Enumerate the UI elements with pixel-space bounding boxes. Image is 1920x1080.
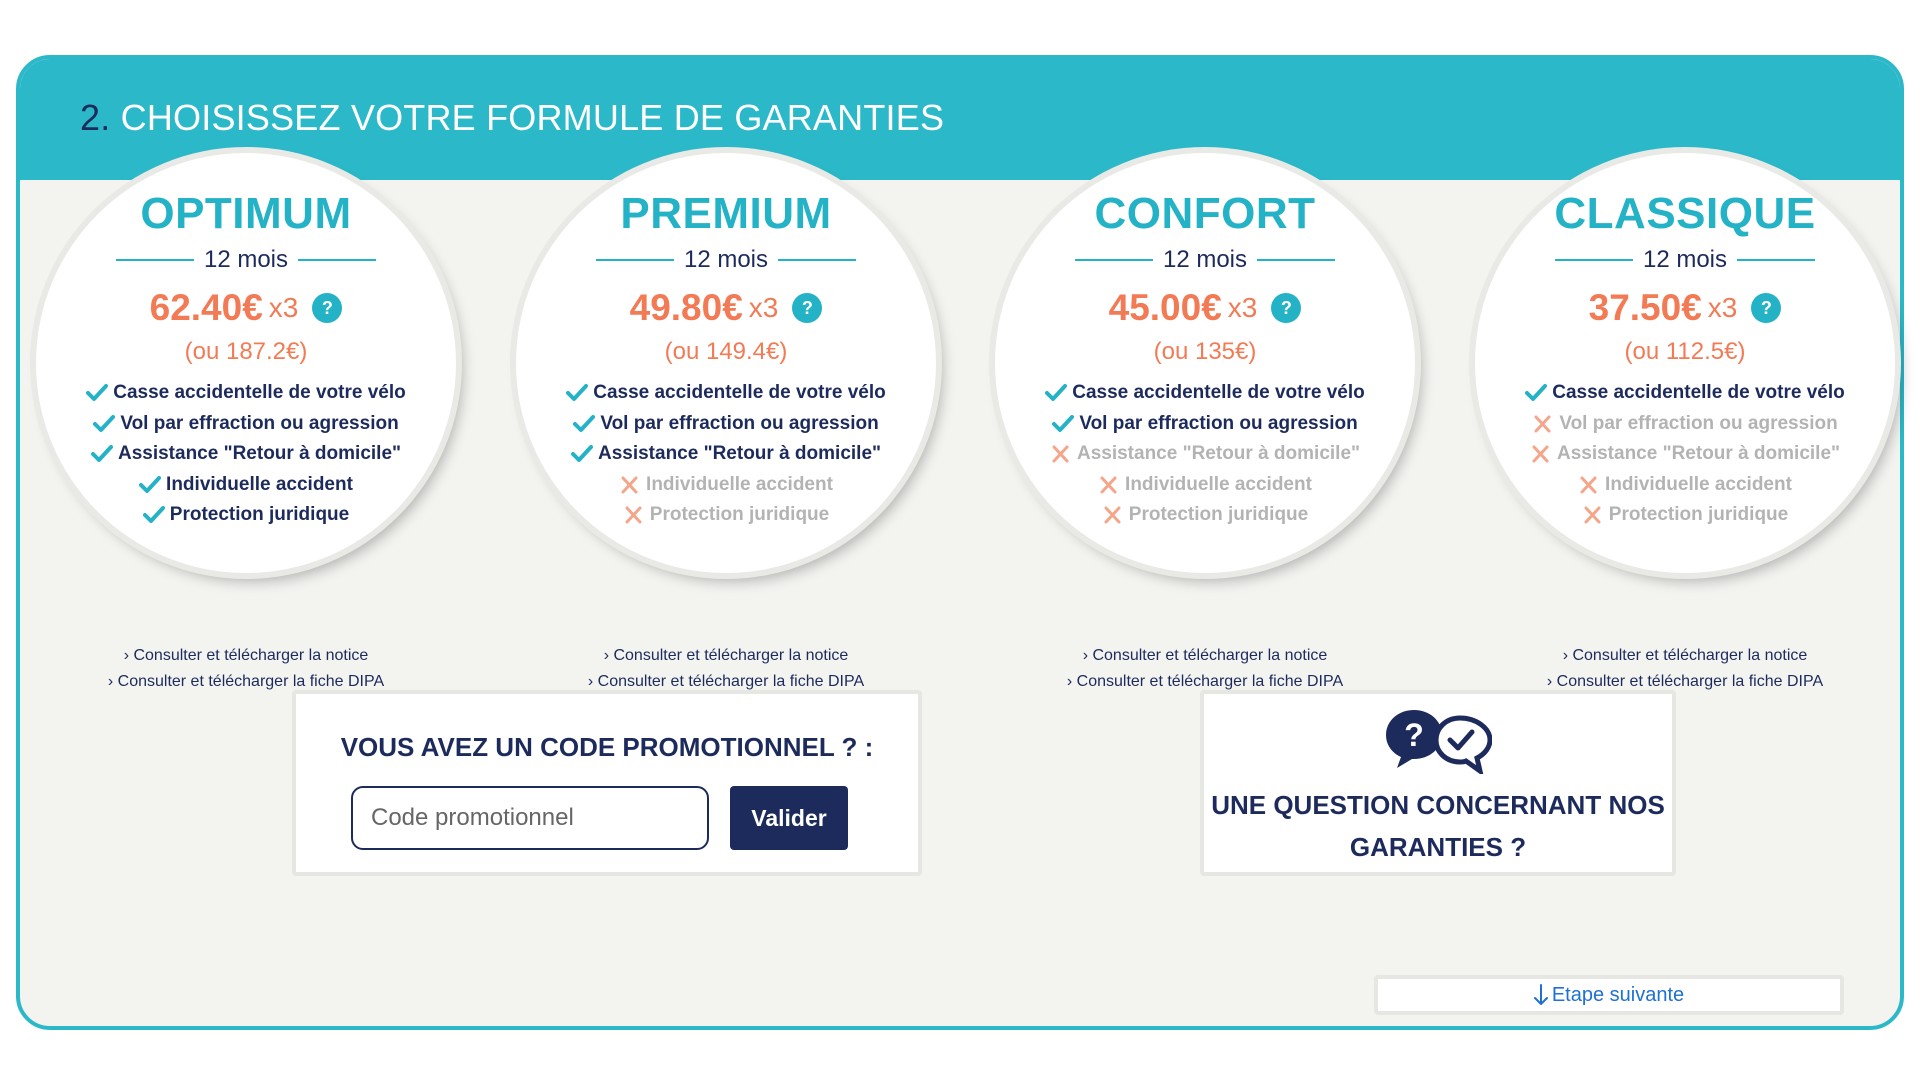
plan-feature bbox=[995, 500, 1415, 531]
feature-label: Protection juridique bbox=[649, 504, 830, 526]
feature-label: Individuelle accident bbox=[646, 473, 833, 495]
plan-duration bbox=[36, 245, 456, 275]
check-icon bbox=[571, 444, 593, 464]
plan-circle[interactable] bbox=[995, 153, 1415, 573]
plan-features bbox=[995, 378, 1415, 531]
dipa-link[interactable]: › Consulter et télécharger la fiche DIPA bbox=[1066, 673, 1344, 690]
divider bbox=[1737, 259, 1815, 261]
dipa-link[interactable]: › Consulter et télécharger la fiche DIPA bbox=[1546, 673, 1824, 690]
feature-label: Casse accidentelle de votre vélo bbox=[1072, 382, 1365, 404]
cross-icon bbox=[1530, 444, 1552, 464]
plan-feature bbox=[1475, 439, 1895, 470]
faq-text bbox=[1204, 784, 1672, 868]
plan-total: (ou 135€) bbox=[1153, 338, 1257, 365]
cross-icon bbox=[1102, 505, 1124, 525]
plan-feature bbox=[36, 470, 456, 501]
plan-features bbox=[516, 378, 936, 531]
plan-total: (ou 149.4€) bbox=[664, 338, 788, 365]
help-icon[interactable]: ? bbox=[1271, 293, 1301, 323]
plan-links bbox=[36, 643, 456, 695]
check-icon bbox=[1045, 383, 1067, 403]
feature-label: Protection juridique bbox=[1128, 504, 1309, 526]
notice-link[interactable]: › Consulter et télécharger la notice bbox=[603, 647, 849, 664]
feature-label: Assistance "Retour à domicile" bbox=[1556, 443, 1841, 465]
section-title-text: CHOISISSEZ VOTRE FORMULE DE GARANTIES bbox=[120, 97, 945, 138]
check-icon bbox=[1052, 414, 1074, 434]
next-step-button[interactable] bbox=[1374, 975, 1844, 1015]
feature-label: Individuelle accident bbox=[1605, 473, 1792, 495]
notice-link[interactable]: › Consulter et télécharger la notice bbox=[1082, 647, 1328, 664]
faq-line-2: GARANTIES ? bbox=[1349, 832, 1527, 862]
plan-duration bbox=[516, 245, 936, 275]
plan-name: PREMIUM bbox=[620, 189, 832, 238]
plan-duration bbox=[995, 245, 1415, 275]
feature-label: Assistance "Retour à domicile" bbox=[117, 443, 402, 465]
divider bbox=[596, 259, 674, 261]
plan-links bbox=[1475, 643, 1895, 695]
plan-name: CLASSIQUE bbox=[1554, 189, 1816, 238]
plan-features bbox=[1475, 378, 1895, 531]
plan-price: 62.40€ bbox=[149, 287, 263, 328]
plan-feature bbox=[516, 439, 936, 470]
cross-icon bbox=[1532, 414, 1554, 434]
plan-feature bbox=[1475, 470, 1895, 501]
notice-link[interactable]: › Consulter et télécharger la notice bbox=[1562, 647, 1808, 664]
feature-label: Vol par effraction ou agression bbox=[120, 412, 399, 434]
price-multiplier: x3 bbox=[1707, 292, 1738, 323]
plan-total: (ou 187.2€) bbox=[184, 338, 308, 365]
validate-promo-button[interactable]: Valider bbox=[730, 786, 848, 850]
plan-feature bbox=[1475, 378, 1895, 409]
promo-code-title: VOUS AVEZ UN CODE PROMOTIONNEL ? : bbox=[340, 732, 874, 762]
faq-line-1: UNE QUESTION CONCERNANT NOS bbox=[1211, 790, 1665, 820]
plan-feature bbox=[1475, 409, 1895, 440]
plan-feature bbox=[516, 409, 936, 440]
notice-link[interactable]: › Consulter et télécharger la notice bbox=[123, 647, 369, 664]
feature-label: Vol par effraction ou agression bbox=[600, 412, 879, 434]
price-multiplier: x3 bbox=[748, 292, 779, 323]
divider bbox=[1075, 259, 1153, 261]
help-icon[interactable]: ? bbox=[312, 293, 342, 323]
cross-icon bbox=[1578, 475, 1600, 495]
feature-label: Assistance "Retour à domicile" bbox=[597, 443, 882, 465]
plan-feature bbox=[36, 500, 456, 531]
plan-links bbox=[995, 643, 1415, 695]
feature-label: Vol par effraction ou agression bbox=[1079, 412, 1358, 434]
arrow-down-icon bbox=[1534, 984, 1548, 1006]
plan-name: OPTIMUM bbox=[140, 189, 352, 238]
check-icon bbox=[1525, 383, 1547, 403]
feature-label: Protection juridique bbox=[1608, 504, 1789, 526]
duration-label: 12 mois bbox=[203, 246, 289, 273]
cross-icon bbox=[623, 505, 645, 525]
plan-price-row bbox=[995, 286, 1415, 330]
plan-features bbox=[36, 378, 456, 531]
plan-circle[interactable] bbox=[36, 153, 456, 573]
plan-feature bbox=[516, 500, 936, 531]
check-icon bbox=[91, 444, 113, 464]
plan-feature bbox=[995, 439, 1415, 470]
check-icon bbox=[573, 414, 595, 434]
plan-price-row bbox=[516, 286, 936, 330]
cross-icon bbox=[1582, 505, 1604, 525]
plan-price: 49.80€ bbox=[629, 287, 743, 328]
plan-feature bbox=[995, 470, 1415, 501]
plan-feature bbox=[1475, 500, 1895, 531]
check-icon bbox=[139, 475, 161, 495]
plan-feature bbox=[995, 378, 1415, 409]
check-icon bbox=[86, 383, 108, 403]
duration-label: 12 mois bbox=[683, 246, 769, 273]
plan-total: (ou 112.5€) bbox=[1624, 338, 1746, 365]
duration-label: 12 mois bbox=[1162, 246, 1248, 273]
plan-price-row bbox=[36, 286, 456, 330]
divider bbox=[778, 259, 856, 261]
question-chat-icon bbox=[1384, 708, 1492, 774]
feature-label: Assistance "Retour à domicile" bbox=[1076, 443, 1361, 465]
feature-label: Casse accidentelle de votre vélo bbox=[1552, 382, 1845, 404]
section-title bbox=[80, 97, 944, 139]
plan-links bbox=[516, 643, 936, 695]
plan-circle[interactable] bbox=[516, 153, 936, 573]
promo-code-box bbox=[292, 690, 922, 876]
feature-label: Casse accidentelle de votre vélo bbox=[593, 382, 886, 404]
plan-feature bbox=[516, 378, 936, 409]
dipa-link[interactable]: › Consulter et télécharger la fiche DIPA bbox=[587, 673, 865, 690]
plan-price: 37.50€ bbox=[1588, 287, 1702, 328]
plan-feature bbox=[516, 470, 936, 501]
cross-icon bbox=[1050, 444, 1072, 464]
promo-code-input[interactable] bbox=[351, 786, 709, 850]
faq-box[interactable] bbox=[1200, 690, 1676, 876]
price-multiplier: x3 bbox=[268, 292, 299, 323]
plan-feature bbox=[36, 409, 456, 440]
plan-feature bbox=[36, 378, 456, 409]
plan-feature bbox=[36, 439, 456, 470]
duration-label: 12 mois bbox=[1642, 246, 1728, 273]
section-number: 2. bbox=[80, 97, 111, 138]
dipa-link[interactable]: › Consulter et télécharger la fiche DIPA bbox=[107, 673, 385, 690]
divider bbox=[298, 259, 376, 261]
feature-label: Individuelle accident bbox=[1125, 473, 1312, 495]
check-icon bbox=[93, 414, 115, 434]
divider bbox=[1555, 259, 1633, 261]
divider bbox=[116, 259, 194, 261]
plan-feature bbox=[995, 409, 1415, 440]
divider bbox=[1257, 259, 1335, 261]
check-icon bbox=[143, 505, 165, 525]
price-multiplier: x3 bbox=[1227, 292, 1258, 323]
feature-label: Casse accidentelle de votre vélo bbox=[113, 382, 406, 404]
plan-price: 45.00€ bbox=[1108, 287, 1222, 328]
plan-duration bbox=[1475, 245, 1895, 275]
next-step-label: Etape suivante bbox=[1551, 983, 1685, 1006]
svg-text:?: ? bbox=[1404, 717, 1424, 753]
cross-icon bbox=[619, 475, 641, 495]
feature-label: Individuelle accident bbox=[166, 473, 353, 495]
feature-label: Vol par effraction ou agression bbox=[1559, 412, 1838, 434]
plan-name: CONFORT bbox=[1094, 189, 1316, 238]
feature-label: Protection juridique bbox=[169, 504, 350, 526]
plan-circle[interactable] bbox=[1475, 153, 1895, 573]
check-icon bbox=[566, 383, 588, 403]
plan-price-row bbox=[1475, 286, 1895, 330]
cross-icon bbox=[1098, 475, 1120, 495]
help-icon[interactable]: ? bbox=[792, 293, 822, 323]
help-icon[interactable]: ? bbox=[1751, 293, 1781, 323]
